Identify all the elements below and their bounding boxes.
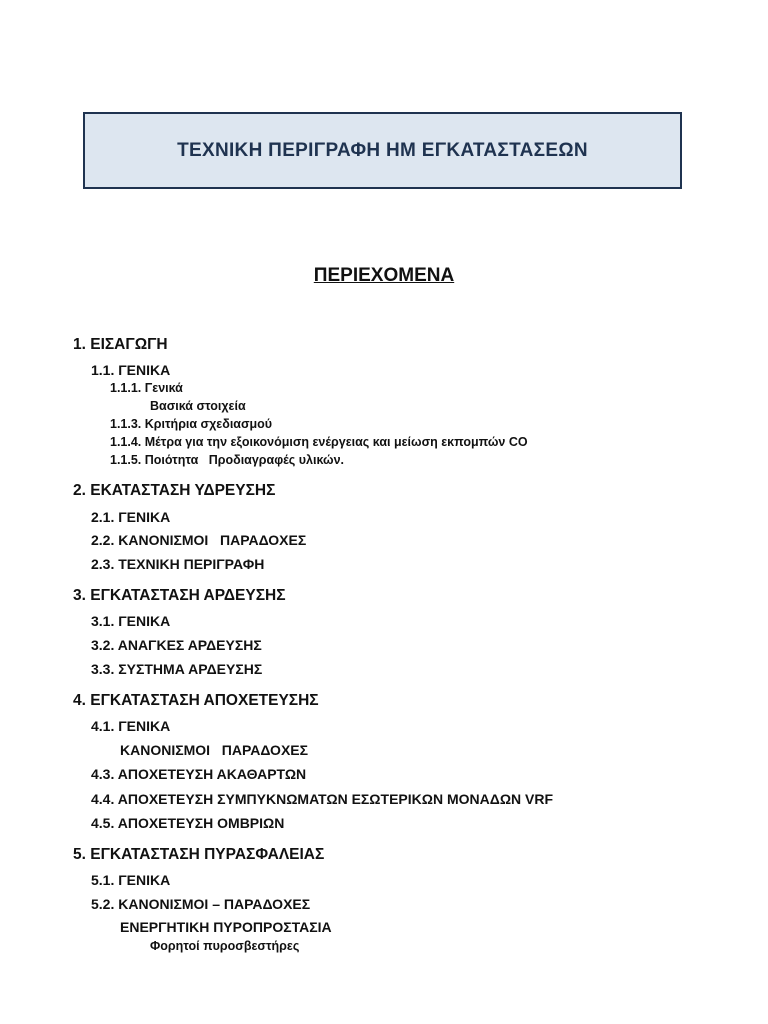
toc-item-1-1-1: 1.1.1. Γενικά <box>110 381 183 395</box>
toc-section-3: 3. ΕΓΚΑΤΑΣΤΑΣΗ ΑΡΔΕΥΣΗΣ <box>73 587 286 604</box>
toc-item-1-1-3: 1.1.3. Κριτήρια σχεδιασμού <box>110 417 273 431</box>
toc-item-basic-elements: Βασικά στοιχεία <box>150 399 246 413</box>
toc-item-3-1: 3.1. ΓΕΝΙΚΑ <box>91 613 171 629</box>
toc-item-5-2: 5.2. ΚΑΝΟΝΙΣΜΟΙ – ΠΑΡΑΔΟΧΕΣ <box>91 896 311 912</box>
toc-item-active-fire-protection: ΕΝΕΡΓΗΤΙΚΗ ΠΥΡΟΠΡΟΣΤΑΣΙΑ <box>120 919 332 935</box>
toc-item-4-3: 4.3. ΑΠΟΧΕΤΕΥΣΗ ΑΚΑΘΑΡΤΩΝ <box>91 766 307 782</box>
toc-item-1-1-4: 1.1.4. Μέτρα για την εξοικονόμιση ενέργειας και μείωση εκπομπών CO <box>110 435 528 449</box>
toc-section-2: 2. ΕΚΑΤΑΣΤΑΣΗ ΥΔΡΕΥΣΗΣ <box>73 482 276 499</box>
toc-item-5-1: 5.1. ΓΕΝΙΚΑ <box>91 872 171 888</box>
toc-section-5: 5. ΕΓΚΑΤΑΣΤΑΣΗ ΠΥΡΑΣΦΑΛΕΙΑΣ <box>73 846 325 863</box>
toc-item-2-2: 2.2. ΚΑΝΟΝΙΣΜΟΙ ΠΑΡΑΔΟΧΕΣ <box>91 532 307 548</box>
document-title: ΤΕΧΝΙΚΗ ΠΕΡΙΓΡΑΦΗ ΗΜ ΕΓΚΑΤΑΣΤΑΣΕΩΝ <box>177 139 588 161</box>
toc-section-1: 1. ΕΙΣΑΓΩΓΗ <box>73 336 168 353</box>
toc-section-4: 4. ΕΓΚΑΤΑΣΤΑΣΗ ΑΠΟΧΕΤΕΥΣΗΣ <box>73 692 319 709</box>
toc-item-portable-extinguishers: Φορητοί πυροσβεστήρες <box>150 939 300 953</box>
document-title-box <box>83 112 682 189</box>
toc-item-2-3: 2.3. ΤΕΧΝΙΚΗ ΠΕΡΙΓΡΑΦΗ <box>91 556 265 572</box>
toc-item-2-1: 2.1. ΓΕΝΙΚΑ <box>91 509 171 525</box>
toc-item-1-1-5: 1.1.5. Ποιότητα Προδιαγραφές υλικών. <box>110 453 345 467</box>
toc-item-3-3: 3.3. ΣΥΣΤΗΜΑ ΑΡΔΕΥΣΗΣ <box>91 661 263 677</box>
toc-heading: ΠΕΡΙΕΧΟΜΕΝΑ <box>313 265 455 286</box>
toc-item-4-5: 4.5. ΑΠΟΧΕΤΕΥΣΗ ΟΜΒΡΙΩΝ <box>91 815 285 831</box>
toc-item-regulations: ΚΑΝΟΝΙΣΜΟΙ ΠΑΡΑΔΟΧΕΣ <box>120 742 309 758</box>
toc-item-4-1: 4.1. ΓΕΝΙΚΑ <box>91 718 171 734</box>
toc-item-3-2: 3.2. ΑΝΑΓΚΕΣ ΑΡΔΕΥΣΗΣ <box>91 637 262 653</box>
toc-item-1-1: 1.1. ΓΕΝΙΚΑ <box>91 362 171 378</box>
toc-item-4-4: 4.4. ΑΠΟΧΕΤΕΥΣΗ ΣΥΜΠΥΚΝΩΜΑΤΩΝ ΕΣΩΤΕΡΙΚΩΝ ΜΟΝΑΔΩΝ VRF <box>91 791 554 807</box>
